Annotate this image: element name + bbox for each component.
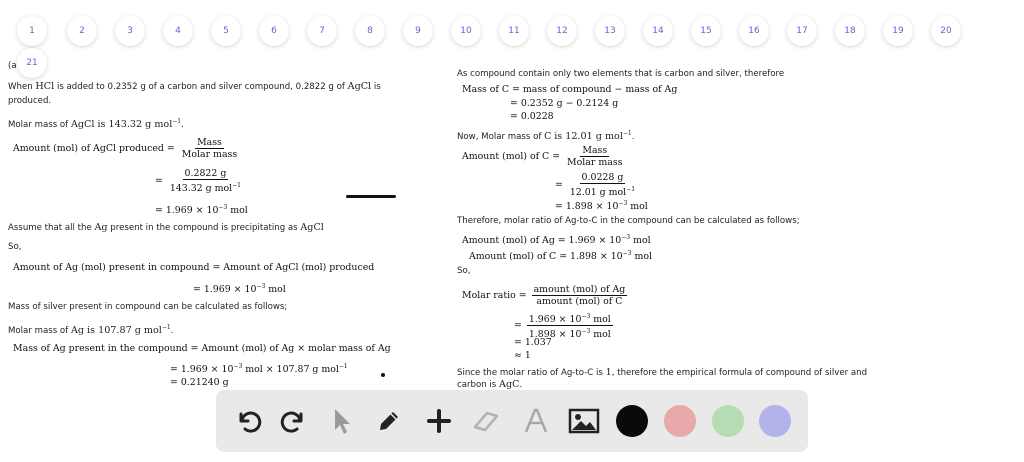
superscript: −3: [621, 234, 631, 241]
redo-icon: [279, 406, 309, 436]
page-button-19[interactable]: 19: [883, 16, 913, 46]
result-text: = 1.898 × 10: [555, 201, 619, 213]
undo-icon: [233, 406, 263, 436]
ratio-value: 1: [605, 367, 612, 378]
fraction: [565, 145, 624, 168]
step-text: mol × 107.87 g mol: [242, 364, 339, 376]
fraction: [180, 137, 239, 160]
text-run: AgCl is 143.32 g mol: [70, 118, 173, 130]
text-run: is added to 0.2352 g of a carbon and silver compound, 0.2822 g of: [56, 82, 345, 92]
denominator: amount (mol) of C: [536, 296, 623, 307]
undo-button[interactable]: [230, 390, 266, 452]
denominator-unit: mol: [590, 329, 611, 341]
amount-ag-equation: Amount of Ag (mol) present in compound = Amount of AgCl (mol) produced: [13, 262, 375, 273]
result-unit: mol: [627, 201, 648, 213]
mass-c-equation: Mass of C = mass of compound − mass of Ag: [462, 84, 678, 95]
superscript: −1: [626, 186, 636, 193]
plus-icon: [424, 406, 454, 436]
formula-ag: Ag: [94, 222, 108, 233]
molar-mass-agcl: [8, 116, 184, 131]
drawing-toolbar: [216, 390, 808, 452]
fraction: [568, 172, 637, 198]
superscript: −3: [622, 250, 632, 257]
color-black-swatch[interactable]: [616, 405, 648, 437]
line-unit: mol: [631, 251, 652, 263]
superscript: −1: [622, 130, 632, 137]
image-button[interactable]: [566, 390, 602, 452]
numerator: 0.0228 g: [581, 172, 624, 183]
result-text: = 1.969 × 10: [155, 205, 219, 217]
drawn-dot: [381, 373, 385, 377]
superscript: −1: [338, 363, 348, 370]
denominator: Molar mass: [567, 157, 623, 168]
page-button-20[interactable]: 20: [931, 16, 961, 46]
eraser-icon: [470, 406, 502, 436]
mass-ag-result: = 0.21240 g: [170, 377, 229, 388]
pointer-icon: [329, 406, 355, 436]
amount-ag-result: [193, 281, 286, 296]
numerator: amount (mol) of Ag: [533, 284, 626, 295]
amount-c-equation-1: [462, 145, 626, 168]
text-run: Assume that all the: [8, 223, 92, 233]
mass-silver-text: Mass of silver present in compound can be calculated as follows;: [8, 302, 288, 312]
amount-c-line: [469, 248, 652, 263]
numerator: Mass: [582, 145, 608, 156]
superscript: −3: [581, 313, 591, 320]
denominator: [568, 184, 637, 198]
text-run: is 12.01 g mol: [554, 130, 623, 142]
text-run: is: [373, 82, 381, 92]
formula-agc: AgC: [499, 379, 520, 390]
pencil-button[interactable]: [371, 390, 407, 452]
pointer-button[interactable]: [324, 390, 360, 452]
molar-mass-ag: [8, 322, 173, 337]
mass-c-result: = 0.0228: [510, 111, 554, 122]
superscript: −3: [233, 363, 243, 370]
since-sentence: [457, 367, 867, 379]
add-button[interactable]: [421, 390, 457, 452]
superscript: −1: [172, 118, 182, 125]
result-unit: mol: [227, 205, 248, 217]
line-text: Amount (mol) of C = 1.898 × 10: [469, 251, 623, 263]
equation-lhs: Molar ratio =: [462, 290, 527, 301]
numerator: 0.2822 g: [184, 168, 227, 179]
page-button-9[interactable]: 9: [403, 16, 433, 46]
text-run: .: [181, 119, 184, 130]
part-a-label: (a: [8, 61, 17, 71]
superscript: −1: [161, 324, 171, 331]
page-button-16[interactable]: 16: [739, 16, 769, 46]
text-run: , therefore the empirical formula of compound of silver and: [611, 368, 868, 378]
image-icon: [567, 406, 601, 436]
intro-sentence: [8, 81, 381, 93]
text-run: Since the molar ratio of Ag-to-C is: [457, 368, 603, 378]
page-button-8[interactable]: 8: [355, 16, 385, 46]
amount-c-equation-2: [555, 172, 639, 198]
formula-hcl: HCl: [35, 81, 55, 92]
equation-lhs: Amount (mol) of C =: [462, 151, 561, 162]
molar-ratio-equation-1: [462, 284, 629, 307]
text-run: When: [8, 82, 33, 92]
text-run: Ag is 107.87 g mol: [70, 324, 162, 336]
molar-ratio-approx: ≈ 1: [514, 350, 531, 361]
color-green-swatch[interactable]: [712, 405, 744, 437]
text-icon: [521, 406, 551, 436]
molar-ratio-equation-2: [514, 311, 615, 340]
page-selector: [0, 0, 1024, 68]
produced-text: produced.: [8, 96, 52, 106]
text-run: present in the compound is precipitating as: [110, 223, 298, 233]
page-button-4[interactable]: 4: [163, 16, 193, 46]
fraction: [532, 284, 628, 307]
text-run: .: [519, 380, 523, 390]
text-run: Now, Molar mass of: [457, 131, 542, 142]
page-button-7[interactable]: 7: [307, 16, 337, 46]
text-run: .: [631, 131, 635, 142]
molar-ratio-result: = 1.037: [514, 337, 552, 348]
mass-ag-step: [170, 361, 348, 376]
numerator: Mass: [197, 137, 222, 148]
page-button-18[interactable]: 18: [835, 16, 865, 46]
equals-sign: =: [555, 179, 563, 191]
right-intro: As compound contain only two elements that is carbon and silver, therefore: [457, 69, 785, 79]
superscript: −1: [232, 182, 242, 189]
formula-agcl: AgCl: [300, 222, 324, 233]
color-lavender-swatch[interactable]: [759, 405, 791, 437]
amount-agcl-equation-2: [155, 168, 245, 194]
result-text: = 1.969 × 10: [193, 284, 257, 296]
amount-c-result: [555, 198, 648, 213]
assume-sentence: [8, 222, 324, 234]
page-button-6[interactable]: 6: [259, 16, 289, 46]
mass-ag-equation: Mass of Ag present in the compound = Amount (mol) of Ag × molar mass of Ag: [13, 343, 391, 354]
line-text: Amount (mol) of Ag = 1.969 × 10: [462, 235, 622, 247]
page-button-1[interactable]: 1: [17, 16, 47, 46]
eraser-button[interactable]: [468, 390, 504, 452]
text-run: carbon is: [457, 380, 497, 390]
page-button-17[interactable]: 17: [787, 16, 817, 46]
pencil-icon: [374, 406, 404, 436]
text-run: Molar mass of: [8, 119, 69, 130]
step-text: = 1.969 × 10: [170, 364, 234, 376]
so-text: So,: [8, 242, 22, 252]
denominator: Molar mass: [181, 149, 238, 160]
page-button-12[interactable]: 12: [547, 16, 577, 46]
therefore-text: Therefore, molar ratio of Ag-to-C in the compound can be calculated as follows;: [457, 216, 800, 226]
text-run: Molar mass of: [8, 325, 69, 336]
result-unit: mol: [265, 284, 286, 296]
numerator-text: 1.969 × 10: [528, 314, 582, 326]
page-button-13[interactable]: 13: [595, 16, 625, 46]
page-button-3[interactable]: 3: [115, 16, 145, 46]
text-run: .: [170, 325, 174, 336]
denominator: [168, 180, 243, 194]
equation-lhs: Amount (mol) of AgCl produced =: [13, 143, 175, 154]
fraction: [168, 168, 243, 194]
superscript: −3: [218, 204, 228, 211]
page-button-2[interactable]: 2: [67, 16, 97, 46]
amount-ag-line: [462, 232, 651, 247]
color-pink-swatch[interactable]: [664, 405, 696, 437]
formula-c: C: [544, 130, 552, 142]
equals-sign: =: [514, 320, 522, 332]
so-text-right: So,: [457, 266, 471, 276]
page-button-5[interactable]: 5: [211, 16, 241, 46]
text-tool-button[interactable]: [518, 390, 554, 452]
equals-sign: =: [155, 175, 163, 187]
fraction: [527, 311, 613, 340]
line-unit: mol: [630, 235, 651, 247]
page-button-14[interactable]: 14: [643, 16, 673, 46]
page-button-11[interactable]: 11: [499, 16, 529, 46]
mass-c-step: = 0.2352 g − 0.2124 g: [510, 98, 619, 109]
numerator-unit: mol: [590, 314, 611, 326]
superscript: −3: [618, 200, 628, 207]
page-button-10[interactable]: 10: [451, 16, 481, 46]
redo-button[interactable]: [276, 390, 312, 452]
drawn-dash-stroke: [346, 195, 396, 198]
page-button-21[interactable]: 21: [17, 48, 47, 78]
molar-mass-c: [457, 128, 635, 143]
formula-agcl: AgCl: [347, 81, 372, 92]
superscript: −3: [256, 283, 266, 290]
amount-agcl-equation-1: [13, 137, 241, 160]
denominator-text: 1.898 × 10: [528, 329, 582, 341]
denominator-text: 143.32 g mol: [169, 183, 233, 195]
amount-agcl-result: [155, 202, 248, 217]
superscript: −3: [581, 328, 591, 336]
denominator-text: 12.01 g mol: [569, 187, 627, 199]
numerator: [527, 311, 613, 326]
page-button-15[interactable]: 15: [691, 16, 721, 46]
